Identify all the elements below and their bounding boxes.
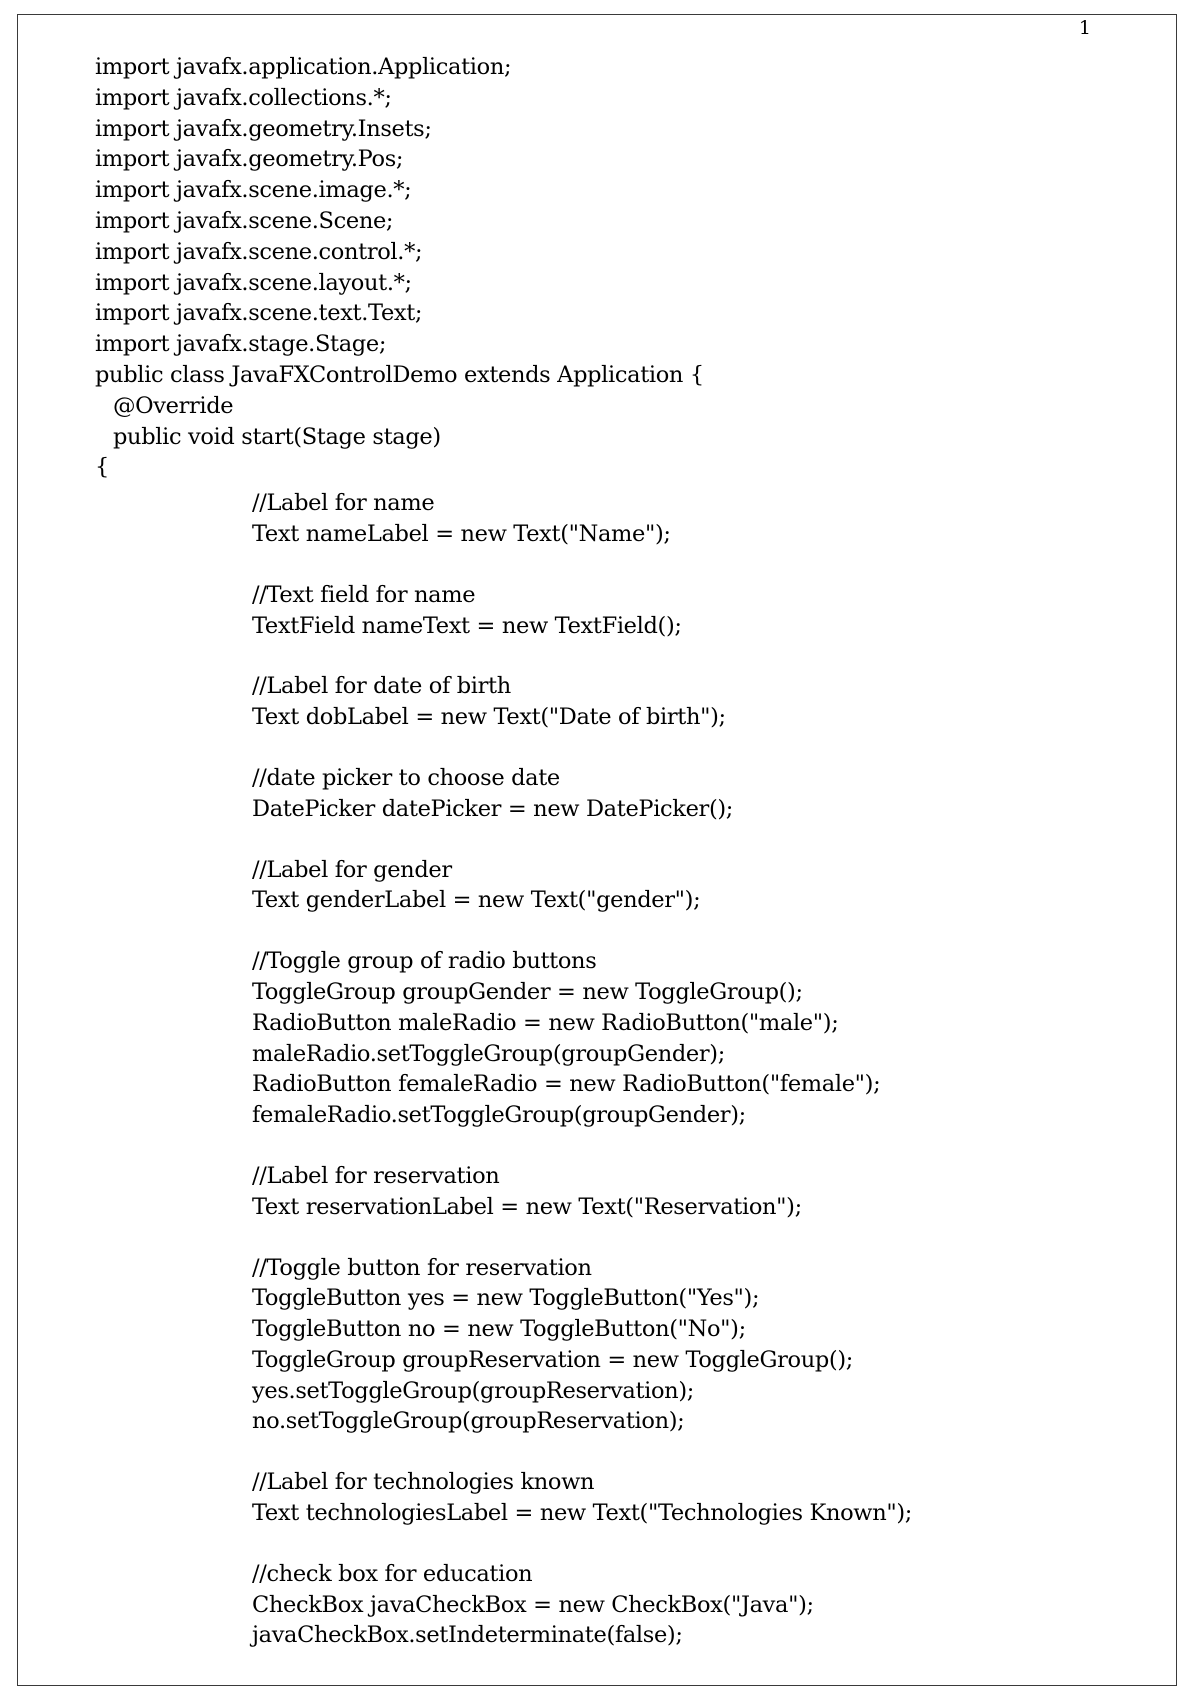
code-line-import: import javafx.application.Application; (95, 54, 512, 80)
code-statement: Text nameLabel = new Text("Name"); (252, 520, 671, 547)
code-statement: Text genderLabel = new Text("gender"); (252, 887, 701, 914)
code-comment: //Toggle group of radio buttons (252, 948, 597, 975)
code-comment: //Label for reservation (252, 1162, 500, 1189)
code-comment: //Label for technologies known (252, 1469, 595, 1496)
code-statement: TextField nameText = new TextField(); (252, 612, 682, 639)
code-line-annotation: @Override (113, 392, 234, 419)
code-block (95, 946, 1160, 1131)
code-comment: //Toggle button for reservation (252, 1254, 592, 1281)
code-statement: RadioButton maleRadio = new RadioButton("male"); (252, 1009, 839, 1036)
code-listing (95, 52, 1160, 1651)
code-statement: DatePicker datePicker = new DatePicker(); (252, 795, 734, 822)
code-statement: javaCheckBox.setIndeterminate(false); (252, 1622, 683, 1649)
code-block (95, 1253, 1160, 1438)
code-statement: CheckBox javaCheckBox = new CheckBox("Java"); (252, 1591, 814, 1618)
code-block (95, 488, 1160, 550)
code-line-import: import javafx.scene.image.*; (95, 177, 412, 204)
code-statement: Text technologiesLabel = new Text("Technologies Known"); (252, 1500, 912, 1527)
code-block (95, 763, 1160, 825)
code-line-import: import javafx.geometry.Insets; (95, 115, 432, 142)
code-statement: RadioButton femaleRadio = new RadioButton("female"); (252, 1071, 881, 1098)
page-number: 1 (1078, 17, 1091, 39)
code-block (95, 671, 1160, 733)
code-comment: //Label for date of birth (252, 673, 511, 700)
code-comment: //check box for education (252, 1560, 533, 1587)
code-statement: ToggleGroup groupGender = new ToggleGroup(); (252, 978, 803, 1005)
code-comment: //date picker to choose date (252, 764, 560, 791)
code-statement: ToggleButton no = new ToggleButton("No"); (252, 1316, 746, 1343)
code-statement: Text dobLabel = new Text("Date of birth"); (252, 704, 726, 731)
code-line-open-brace: { (95, 454, 109, 481)
code-statement: maleRadio.setToggleGroup(groupGender); (252, 1040, 725, 1067)
method-body (95, 488, 1160, 1651)
code-comment: //Text field for name (252, 581, 476, 608)
code-comment: //Label for name (252, 490, 435, 517)
code-line-import: import javafx.stage.Stage; (95, 331, 387, 358)
code-line-import: import javafx.scene.layout.*; (95, 269, 412, 296)
code-line-import: import javafx.geometry.Pos; (95, 146, 404, 173)
code-line-class-declaration: public class JavaFXControlDemo extends Application { (95, 361, 704, 388)
code-block (95, 1559, 1160, 1651)
code-statement: no.setToggleGroup(groupReservation); (252, 1408, 685, 1435)
code-block (95, 1161, 1160, 1223)
code-line-method-signature: public void start(Stage stage) (113, 423, 441, 450)
code-comment: //Label for gender (252, 856, 452, 883)
code-block (95, 855, 1160, 917)
code-block (95, 1467, 1160, 1529)
code-statement: Text reservationLabel = new Text("Reservation"); (252, 1193, 802, 1220)
code-statement: yes.setToggleGroup(groupReservation); (252, 1377, 694, 1404)
code-statement: ToggleButton yes = new ToggleButton("Yes"); (252, 1285, 760, 1312)
code-statement: ToggleGroup groupReservation = new ToggleGroup(); (252, 1346, 853, 1373)
code-line-import: import javafx.scene.control.*; (95, 238, 423, 265)
code-line-import: import javafx.collections.*; (95, 84, 392, 111)
code-line-import: import javafx.scene.text.Text; (95, 300, 423, 327)
code-block (95, 580, 1160, 642)
code-statement: femaleRadio.setToggleGroup(groupGender); (252, 1102, 746, 1129)
code-line-import: import javafx.scene.Scene; (95, 207, 394, 234)
